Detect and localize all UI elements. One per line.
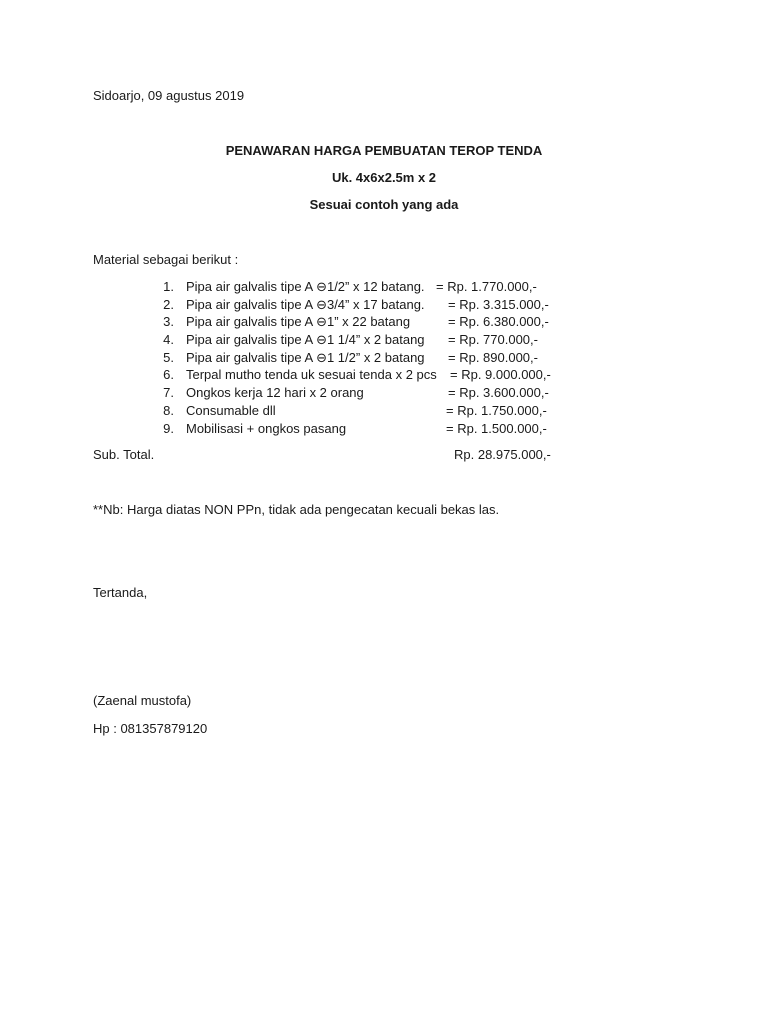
dimension-line: Uk. 4x6x2.5m x 2 [331,170,437,185]
item-number: 2. [163,297,174,312]
item-price: = Rp. 6.380.000,- [448,314,549,329]
item-number: 8. [163,403,174,418]
material-intro: Material sebagai berikut : [93,252,239,267]
item-description: Consumable dll [186,403,276,418]
closing-text: Tertanda, [93,585,148,600]
item-description: Pipa air galvalis tipe A ⊖3/4” x 17 batang. [186,297,425,312]
date-line: Sidoarjo, 09 agustus 2019 [93,88,245,103]
item-description: Pipa air galvalis tipe A ⊖1” x 22 batang [186,314,411,329]
item-price: = Rp. 1.750.000,- [446,403,547,418]
item-price: = Rp. 9.000.000,- [450,367,551,382]
item-description: Pipa air galvalis tipe A ⊖1/2” x 12 batang. [186,279,425,294]
item-number: 7. [163,385,174,400]
signer-name: (Zaenal mustofa) [93,693,192,708]
item-number: 9. [163,421,174,436]
item-price: = Rp. 770.000,- [448,332,538,347]
document-title: PENAWARAN HARGA PEMBUATAN TEROP TENDA [225,143,543,158]
item-description: Terpal mutho tenda uk sesuai tenda x 2 pcs [186,367,437,382]
item-price: = Rp. 1.500.000,- [446,421,547,436]
item-number: 6. [163,367,174,382]
phone-number: Hp : 081357879120 [93,721,208,736]
item-description: Pipa air galvalis tipe A ⊖1 1/4” x 2 batang [186,332,425,347]
item-number: 1. [163,279,174,294]
item-price: = Rp. 890.000,- [448,350,538,365]
item-number: 5. [163,350,174,365]
price-note: **Nb: Harga diatas NON PPn, tidak ada pengecatan kecuali bekas las. [93,502,500,517]
item-description: Pipa air galvalis tipe A ⊖1 1/2” x 2 batang [186,350,425,365]
subtotal-label: Sub. Total. [93,447,155,462]
subtotal-value: Rp. 28.975.000,- [454,447,551,462]
item-number: 3. [163,314,174,329]
item-description: Ongkos kerja 12 hari x 2 orang [186,385,364,400]
item-price: = Rp. 1.770.000,- [436,279,537,294]
item-price: = Rp. 3.315.000,- [448,297,549,312]
item-number: 4. [163,332,174,347]
item-price: = Rp. 3.600.000,- [448,385,549,400]
item-description: Mobilisasi + ongkos pasang [186,421,347,436]
sample-note: Sesuai contoh yang ada [309,197,459,212]
